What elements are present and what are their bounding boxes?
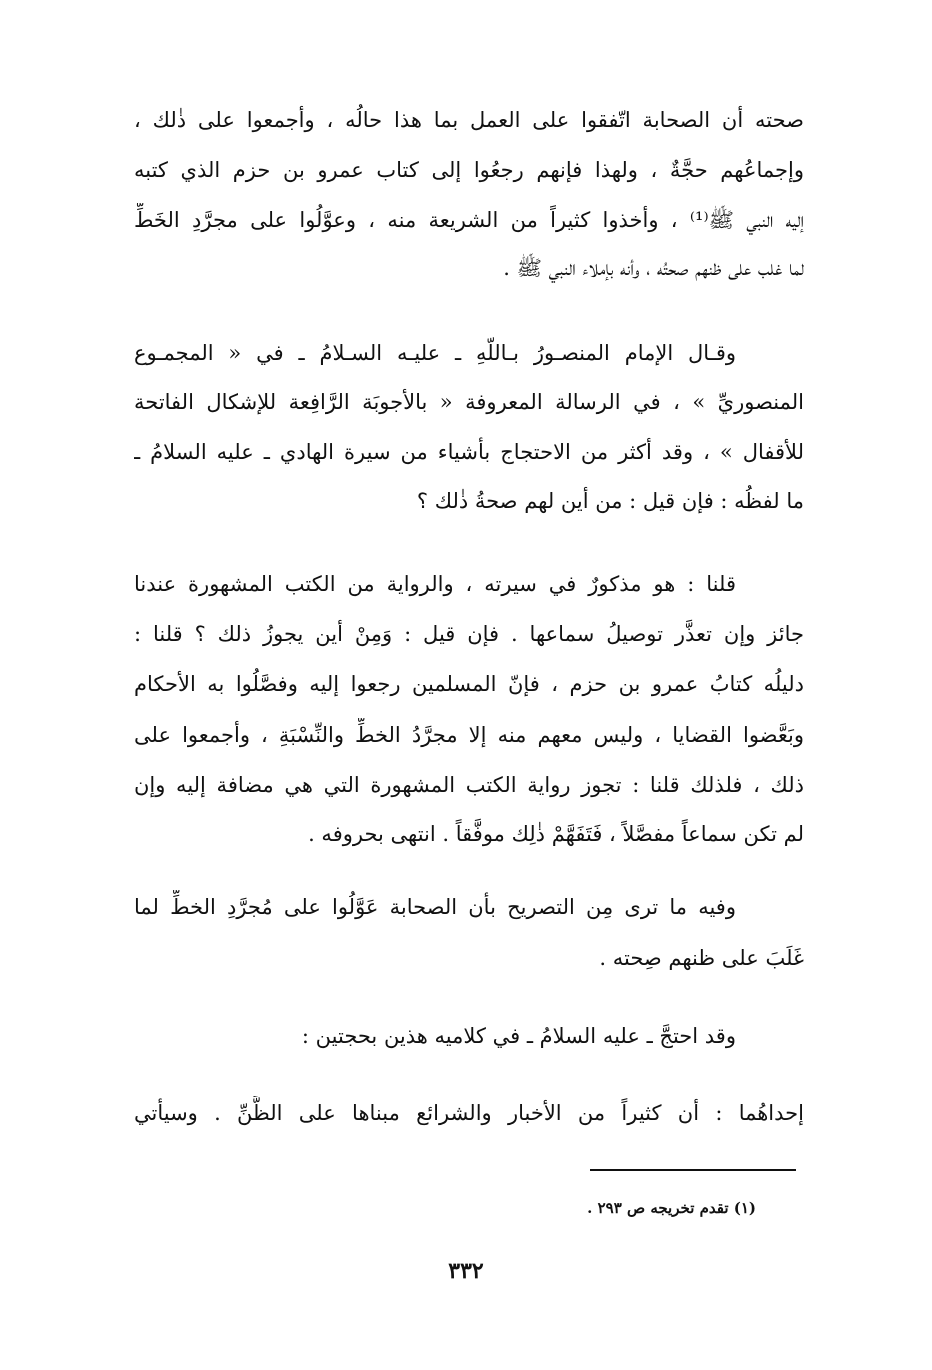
text-line: ما لفظُه : فإن قيل : من أين لهم صحةُ ذٰلك ؟ <box>416 489 804 513</box>
text-line: وفيه ما ترى مِن التصريح بأن الصحابة عَوَّلُوا على مُجرَّدِ الخطِّ لما <box>134 895 736 919</box>
text-line: دليلُه كتابُ عمرو بن حزم ، فإنّ المسلمين رجعوا إليه وفصَّلُوا به الأحكام <box>134 672 804 696</box>
text-line: لما غلب على ظنهم صحتُه ، وأنه بإملاء النبي ﷺ . <box>503 256 804 280</box>
text-line: جائز وإن تعذَّر توصيلُ سماعها . فإن قيل : وَمِنْ أين يجوزُ ذلك ؟ قلنا : <box>134 622 804 646</box>
footnote: (١) تقدم تخريجه ص ٢٩٣ . <box>587 1199 756 1217</box>
text-line: إحداهُما : أن كثيراً من الأخبار والشرائع مبناها على الظَّنِّ . وسيأتي <box>134 1101 804 1125</box>
text-line: وقد احتجَّ ـ عليه السلامُ ـ في كلاميه هذين بحجتين : <box>301 1024 736 1048</box>
page-number: ٣٣٢ <box>448 1258 484 1284</box>
text-line: وبَعَّضوا القضايا ، وليس معهم منه إلا مجرَّدُ الخطِّ والنِّسْبَةِ ، وأجمعوا على <box>134 723 804 747</box>
text-line: وقـال الإمام المنصـورُ بـاللّهِ ـ عليـه السـلامُ ـ في « المجمـوع <box>134 341 736 365</box>
text-line: إليه النبي ﷺ⁽¹⁾ ، وأخذوا كثيراً من الشريعة منه ، وعوَّلُوا على مجرَّدِ الخَطِّ <box>134 208 804 232</box>
text-line: للأقفال » ، وقد أكثر من الاحتجاج بأشياء من سيرة الهادي ـ عليه السلامُ ـ <box>134 440 804 464</box>
text-line: قلنا : هو مذكورٌ في سيرته ، والرواية من الكتب المشهورة عندنا <box>134 572 736 596</box>
text-line: غَلَبَ على ظنهم صِحته . <box>599 946 804 970</box>
text-line: وإجماعُهم حجَّةٌ ، ولهذا فإنهم رجعُوا إلى كتاب عمرو بن حزم الذي كتبه <box>134 158 804 182</box>
text-line: ذلك ، فلذلك قلنا : تجوز رواية الكتب المشهورة التي هي مضافة إليه وإن <box>134 773 804 797</box>
text-line: صحته أن الصحابة اتّفقوا على العمل بما هذا حالُه ، وأجمعوا على ذٰلك ، <box>134 108 804 132</box>
text-line: المنصوريِّ » ، في الرسالة المعروفة « بالأجوبَة الرَّافِعة للإشكال الفاتحة <box>134 390 804 414</box>
footnote-divider <box>590 1169 796 1171</box>
text-line: لم تكن سماعاً مفصَّلاً ، فَتَفَهَّمْ ذٰلِك موفَّقاً . انتهى بحروفه . <box>308 822 804 846</box>
